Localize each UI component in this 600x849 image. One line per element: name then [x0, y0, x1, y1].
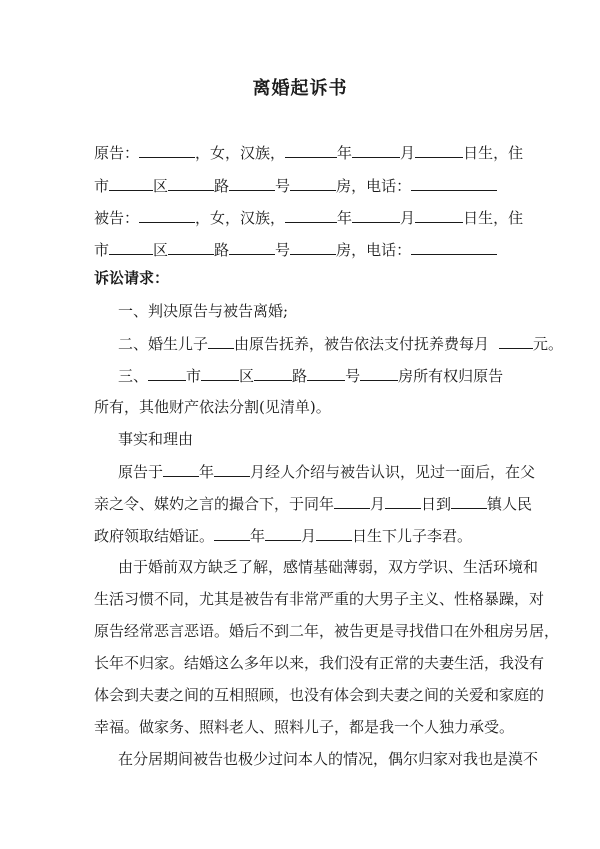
plaintiff-road-blank — [168, 175, 214, 191]
plaintiff-day-blank — [415, 142, 463, 158]
document-title: 离婚起诉书 — [252, 78, 348, 99]
defendant-label: 被告： — [94, 209, 140, 227]
defendant-day-blank — [415, 207, 463, 223]
plaintiff-city-label: 市 — [94, 177, 110, 195]
facts-p1-line-2 — [94, 493, 532, 514]
claim-item-3-city: 市 — [186, 367, 202, 385]
defendant-room-blank — [290, 239, 336, 255]
support-amount-blank — [499, 333, 533, 349]
facts-p1-line-1 — [118, 461, 535, 482]
birth-month-blank — [265, 525, 301, 541]
defendant-road-label: 路 — [214, 241, 230, 259]
birth-year-blank — [214, 525, 250, 541]
plaintiff-phone-blank — [411, 175, 497, 191]
plaintiff-number-label: 号 — [275, 177, 291, 195]
plaintiff-year-label: 年 — [337, 144, 353, 162]
claim-item-3-prefix: 三、 — [118, 367, 149, 385]
facts-p2-line-3: 原告经常恶言恶语。婚后不到二年，被告更是寻找借口在外租房另居， — [94, 622, 560, 640]
meet-year-blank — [163, 461, 199, 477]
birth-day-blank — [316, 525, 352, 541]
facts-p1-text-a: 原告于 — [118, 463, 164, 481]
property-number-blank — [307, 365, 345, 381]
facts-heading: 事实和理由 — [118, 430, 194, 448]
facts-p2-line-5: 体会到夫妻之间的互相照顾，也没有体会到夫妻之间的关爱和家庭的 — [94, 686, 545, 704]
defendant-room-phone-label: 房，电话： — [336, 241, 412, 259]
facts-p1-line3-text-c: 月 — [301, 527, 317, 545]
plaintiff-month-label: 月 — [400, 144, 416, 162]
defendant-name-blank — [139, 207, 195, 223]
defendant-district-blank — [109, 239, 153, 255]
defendant-number-label: 号 — [275, 241, 291, 259]
claim-item-2-text-c: 元。 — [533, 335, 564, 353]
facts-p1-text-c: 月经人介绍与被告认识，见过一面后，在父 — [250, 463, 536, 481]
facts-p2-line-4: 长年不归家。结婚这么多年以来，我们没有正常的夫妻生活，我没有 — [94, 654, 545, 672]
facts-p2-line-2: 生活习惯不同，尤其是被告有非常严重的大男子主义、性格暴躁，对 — [94, 590, 545, 608]
property-district-blank — [201, 365, 239, 381]
claim-item-3-tail: 房所有权归原告 — [398, 367, 504, 385]
property-room-blank — [360, 365, 398, 381]
facts-p1-line2-text-b: 月 — [370, 495, 386, 513]
claim-item-2-text-a: 二、婚生儿子 — [118, 335, 209, 353]
claim-item-3-line-2: 所有，其他财产依法分割(见清单)。 — [94, 398, 331, 416]
facts-p1-line2-text-d: 镇人民 — [487, 495, 533, 513]
defendant-phone-blank — [411, 239, 497, 255]
claim-item-1: 一、判决原告与被告离婚; — [118, 302, 289, 320]
defendant-born-live: 日生，住 — [463, 209, 524, 227]
facts-p1-text-b: 年 — [199, 463, 215, 481]
marriage-month-blank — [334, 493, 370, 509]
defendant-line-1 — [94, 207, 523, 228]
plaintiff-name-blank — [139, 142, 195, 158]
marriage-day-blank — [385, 493, 421, 509]
claim-item-2-text-b: 由原告抚养，被告依法支付抚养费每月 — [234, 335, 490, 353]
facts-p2-line-6: 幸福。做家务、照料老人、照料儿子，都是我一个人独力承受。 — [94, 718, 515, 736]
plaintiff-label: 原告： — [94, 144, 140, 162]
facts-p3-line-1: 在分居期间被告也极少过问本人的情况，偶尔归家对我也是漠不 — [118, 750, 539, 768]
plaintiff-road-label: 路 — [214, 177, 230, 195]
plaintiff-room-phone-label: 房，电话： — [336, 177, 412, 195]
facts-p1-line2-text-c: 日到 — [421, 495, 452, 513]
claim-item-3 — [118, 365, 503, 386]
plaintiff-year-blank — [285, 142, 337, 158]
defendant-number-blank — [229, 239, 275, 255]
claim-item-3-number: 号 — [345, 367, 361, 385]
plaintiff-sex-ethnic: ，女，汉族， — [195, 144, 286, 162]
defendant-month-blank — [352, 207, 400, 223]
plaintiff-district-blank — [109, 175, 153, 191]
facts-p1-line3-text-a: 政府领取结婚证。 — [94, 527, 215, 545]
plaintiff-born-live: 日生，住 — [463, 144, 524, 162]
defendant-city-label: 市 — [94, 241, 110, 259]
facts-p1-line3-text-b: 年 — [250, 527, 266, 545]
property-road-blank — [254, 365, 292, 381]
plaintiff-line-2 — [94, 175, 497, 196]
plaintiff-month-blank — [352, 142, 400, 158]
property-city-blank — [148, 365, 186, 381]
claim-item-2 — [118, 333, 563, 354]
meet-month-blank — [214, 461, 250, 477]
plaintiff-room-blank — [290, 175, 336, 191]
facts-p1-line2-text-a: 亲之令、媒妁之言的撮合下，于同年 — [94, 495, 335, 513]
defendant-sex-ethnic: ，女，汉族， — [195, 209, 286, 227]
defendant-district-label: 区 — [153, 241, 169, 259]
defendant-line-2 — [94, 239, 497, 260]
claim-item-3-district: 区 — [239, 367, 255, 385]
plaintiff-district-label: 区 — [153, 177, 169, 195]
facts-p1-line3-text-d: 日生下儿子李君。 — [352, 527, 473, 545]
defendant-month-label: 月 — [400, 209, 416, 227]
defendant-road-blank — [168, 239, 214, 255]
facts-p2-line-1: 由于婚前双方缺乏了解，感情基础薄弱，双方学识、生活环境和 — [118, 558, 539, 576]
defendant-year-label: 年 — [337, 209, 353, 227]
town-blank — [451, 493, 487, 509]
defendant-year-blank — [285, 207, 337, 223]
claim-item-3-road: 路 — [292, 367, 308, 385]
facts-p1-line-3 — [94, 525, 472, 546]
claims-heading: 诉讼请求： — [94, 269, 170, 287]
plaintiff-line-1 — [94, 142, 523, 163]
plaintiff-number-blank — [229, 175, 275, 191]
son-name-blank — [208, 333, 234, 349]
